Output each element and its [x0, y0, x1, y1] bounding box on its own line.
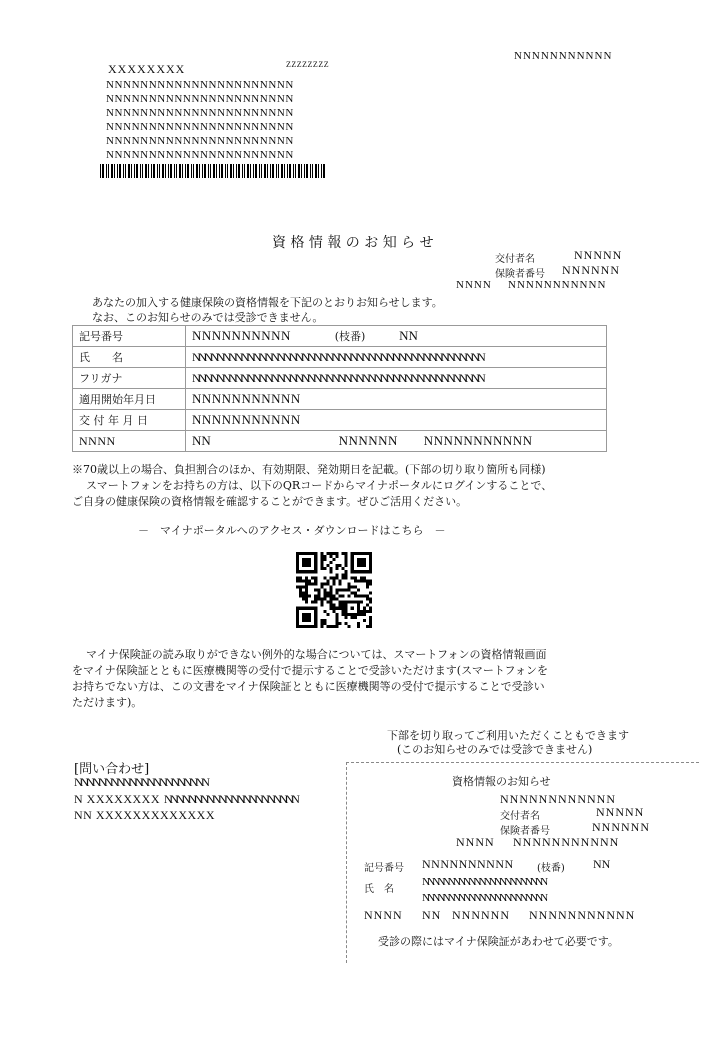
issuer-line3-a: NNNN — [456, 279, 492, 291]
qualification-table — [72, 325, 607, 452]
last-label: NNNN — [73, 431, 186, 452]
last-c: NNNNNNNNNNN — [423, 433, 533, 448]
kigo-label: 記号番号 — [73, 326, 186, 347]
card-insurer-label: 保険者番号 — [500, 826, 550, 837]
card-last-a: NNNN — [364, 908, 403, 922]
contact-line1: NNNNNNNNNNNNNNNNNNNNNN — [74, 775, 208, 789]
tiny-code: ZZZZZZZZ — [286, 60, 330, 69]
table-row — [73, 326, 607, 347]
edaban-label: (枝番) — [334, 330, 366, 343]
issue-cell — [186, 410, 607, 431]
card-name-line2: NNNNNNNNNNNNNNNNNNNNNNNN — [422, 892, 546, 904]
contact-label: [問い合わせ] — [74, 762, 150, 777]
card-last-b: NN — [422, 908, 442, 922]
card-kigo-value: NNNNNNNNNN — [422, 857, 514, 871]
kana-value: NNNNNNNNNNNNNNNNNNNNNNNNNNNNNNNNNNNNNNNNNNNNNNNN — [192, 370, 484, 385]
exception-line2: をマイナ保険証とともに医療機関等の受付で提示することで受診いただけます(スマートフォンを — [72, 664, 548, 677]
contact-line2-b: NNNNNNNNNNNNNNNNNNNNNN — [163, 792, 298, 806]
name-value: NNNNNNNNNNNNNNNNNNNNNNNNNNNNNNNNNNNNNNNNNNNNNNNN — [192, 349, 484, 364]
card-kigo-label: 記号番号 — [364, 863, 404, 874]
card-name-line1: NNNNNNNNNNNNNNNNNNNNNNNN — [422, 876, 546, 888]
note-70: ※70歳以上の場合、負担割合のほか、有効期限、発効期日を記載。(下部の切り取り箇所も同様) — [72, 463, 546, 476]
card-issuer-value: NNNNN — [596, 805, 645, 819]
table-row — [73, 389, 607, 410]
card-last-c: NNNNNN — [452, 908, 510, 922]
address-line: NNNNNNNNNNNNNNNNNNNNNN — [106, 107, 294, 119]
issuer-label: 交付者名 — [495, 254, 535, 265]
insurer-value: NNNNNN — [562, 263, 620, 277]
issue-label: 交 付 年 月 日 — [73, 410, 186, 431]
note-confirm: ご自身の健康保険の資格情報を確認することができます。ぜひご活用ください。 — [72, 495, 468, 508]
tear-note-line2: (このお知らせのみでは受診できません) — [397, 743, 593, 756]
name-cell — [186, 347, 607, 368]
address-line: NNNNNNNNNNNNNNNNNNNNNN — [106, 93, 294, 105]
note-smartphone: スマートフォンをお持ちの方は、以下のQRコードからマイナポータルにログインすることで、 — [86, 479, 553, 492]
card-edaban-label: (枝番) — [537, 863, 565, 874]
name-label: 氏 名 — [73, 347, 186, 368]
table-row — [73, 347, 607, 368]
card-issuer-label: 交付者名 — [500, 811, 540, 822]
qr-code[interactable] — [296, 552, 372, 628]
card-title: 資格情報のお知らせ — [452, 775, 551, 788]
top-right-code: NNNNNNNNNNN — [514, 50, 613, 62]
card-edaban-value: NN — [593, 857, 611, 871]
start-value: NNNNNNNNNNN — [192, 391, 301, 406]
address-line: NNNNNNNNNNNNNNNNNNNNNN — [106, 149, 294, 161]
exception-line4: ただけます)。 — [72, 696, 143, 709]
card-last-d: NNNNNNNNNNN — [529, 908, 636, 922]
card-line-a: NNNN — [456, 835, 495, 849]
table-row — [73, 431, 607, 452]
start-cell — [186, 389, 607, 410]
contact-line3: NN XXXXXXXXXXXXX — [74, 808, 215, 822]
last-a: NN — [192, 433, 211, 448]
card-line-b: NNNNNNNNNNN — [513, 835, 620, 849]
issue-value: NNNNNNNNNNN — [192, 412, 301, 427]
last-cell — [186, 431, 607, 452]
issuer-value: NNNNN — [574, 248, 623, 262]
address-line: NNNNNNNNNNNNNNNNNNNNNN — [106, 121, 294, 133]
card-footer: 受診の際にはマイナ保険証があわせて必要です。 — [378, 935, 619, 948]
address-line: NNNNNNNNNNNNNNNNNNNNNN — [106, 79, 294, 91]
exception-line1: マイナ保険証の読み取りができない例外的な場合については、スマートフォンの資格情報画面 — [86, 648, 547, 661]
address-block — [106, 78, 294, 162]
start-label: 適用開始年月日 — [73, 389, 186, 410]
issuer-line3-b: NNNNNNNNNNN — [508, 279, 607, 291]
kana-cell — [186, 368, 607, 389]
kigo-cell — [186, 326, 607, 347]
last-b: NNNNNN — [338, 433, 398, 448]
contact-line2-a: N XXXXXXXX — [74, 792, 160, 806]
edaban-value: NN — [399, 328, 418, 343]
address-label: XXXXXXXX — [108, 62, 186, 76]
address-line: NNNNNNNNNNNNNNNNNNNNNN — [106, 135, 294, 147]
intro-line1: あなたの加入する健康保険の資格情報を下記のとおりお知らせします。 — [92, 296, 443, 309]
card-name-label: 氏 名 — [364, 884, 394, 895]
table-row — [73, 410, 607, 431]
card-insurer-value: NNNNNN — [592, 820, 650, 834]
kigo-value: NNNNNNNNNN — [192, 328, 291, 343]
tear-note-line1: 下部を切り取ってご利用いただくこともできます — [387, 729, 629, 742]
insurer-label: 保険者番号 — [495, 269, 545, 280]
contact-line2 — [74, 792, 297, 807]
card-code1: NNNNNNNNNNNN — [500, 792, 616, 806]
exception-line3: お持ちでない方は、この文書をマイナ保険証とともに医療機関等の受付で提示することで受診い — [72, 680, 545, 693]
table-row — [73, 368, 607, 389]
document-title: 資 格 情 報 の お 知 ら せ — [272, 235, 434, 251]
kana-label: フリガナ — [73, 368, 186, 389]
intro-line2: なお、このお知らせのみでは受診できません。 — [92, 311, 324, 324]
portal-caption: － マイナポータルへのアクセス・ダウンロードはこちら － — [138, 524, 446, 537]
postal-barcode — [100, 164, 326, 178]
